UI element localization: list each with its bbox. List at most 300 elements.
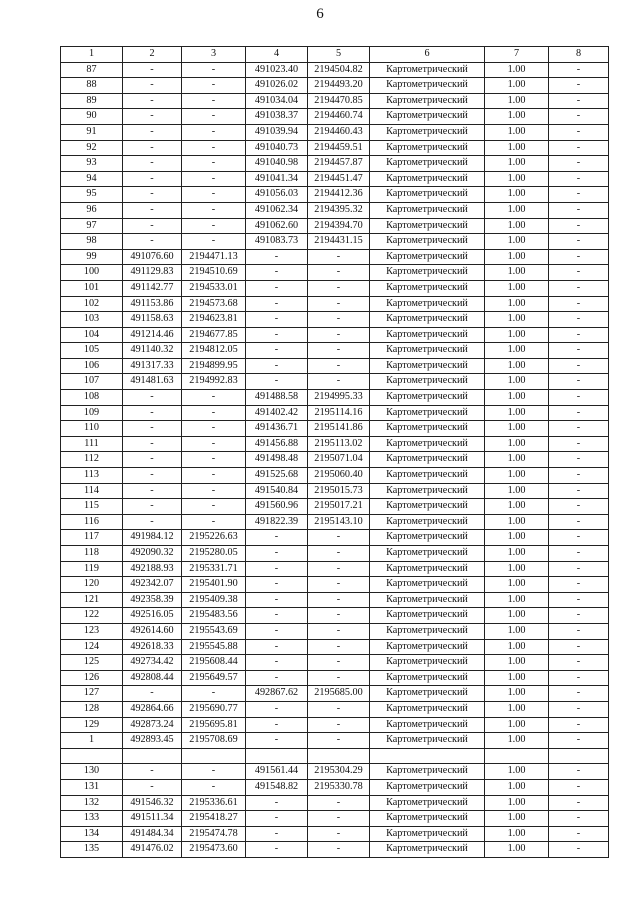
- table-row: [61, 405, 609, 421]
- table-cell: -: [549, 109, 609, 125]
- table-cell: -: [246, 280, 308, 296]
- table-cell: 491023.40: [246, 62, 308, 78]
- table-cell: Картометрический: [370, 717, 485, 733]
- table-cell: 1.00: [485, 156, 549, 172]
- table-cell: -: [123, 62, 182, 78]
- table-cell: -: [182, 234, 246, 250]
- table-cell: -: [123, 187, 182, 203]
- table-cell: 1.00: [485, 312, 549, 328]
- table-cell: -: [308, 296, 370, 312]
- table-cell: Картометрический: [370, 592, 485, 608]
- table-cell: 1.00: [485, 124, 549, 140]
- table-cell: -: [246, 265, 308, 281]
- table-cell: -: [549, 140, 609, 156]
- table-cell: Картометрический: [370, 561, 485, 577]
- table-cell: 96: [61, 202, 123, 218]
- table-cell: 2195473.60: [182, 842, 246, 858]
- table-cell: -: [123, 124, 182, 140]
- table-cell: -: [549, 514, 609, 530]
- table-cell: -: [549, 312, 609, 328]
- table-cell: 491488.58: [246, 390, 308, 406]
- table-cell: 114: [61, 483, 123, 499]
- table-cell: 2195226.63: [182, 530, 246, 546]
- table-cell: -: [123, 483, 182, 499]
- table-row: [61, 390, 609, 406]
- table-row: [61, 733, 609, 749]
- table-row: [61, 187, 609, 203]
- table-cell: 119: [61, 561, 123, 577]
- table-cell: -: [182, 436, 246, 452]
- table-cell: 491038.37: [246, 109, 308, 125]
- table-cell: 2194992.83: [182, 374, 246, 390]
- table-cell: -: [246, 670, 308, 686]
- table-cell: 1.00: [485, 327, 549, 343]
- table-cell: 128: [61, 701, 123, 717]
- table-cell: Картометрический: [370, 655, 485, 671]
- table-cell: -: [308, 811, 370, 827]
- table-row: [61, 436, 609, 452]
- table-row: [61, 577, 609, 593]
- table-cell: 115: [61, 499, 123, 515]
- table-row: [61, 249, 609, 265]
- table-cell: 2194812.05: [182, 343, 246, 359]
- table-row: [61, 280, 609, 296]
- table-cell: 118: [61, 546, 123, 562]
- table-row: [61, 202, 609, 218]
- table-cell: -: [123, 405, 182, 421]
- table-cell: Картометрический: [370, 733, 485, 749]
- table-cell: -: [123, 109, 182, 125]
- table-row: [61, 218, 609, 234]
- table-cell: 127: [61, 686, 123, 702]
- table-cell: -: [308, 280, 370, 296]
- table-cell: 491062.34: [246, 202, 308, 218]
- table-row: [61, 748, 609, 764]
- table-cell: -: [308, 265, 370, 281]
- table-row: [61, 343, 609, 359]
- table-cell: 110: [61, 421, 123, 437]
- table-cell: -: [308, 639, 370, 655]
- table-cell: 491129.83: [123, 265, 182, 281]
- table-cell: -: [246, 701, 308, 717]
- table-cell: 2195695.81: [182, 717, 246, 733]
- table-cell: -: [549, 483, 609, 499]
- table-cell: 1.00: [485, 78, 549, 94]
- table-cell: 2195401.90: [182, 577, 246, 593]
- table-cell: 1.00: [485, 436, 549, 452]
- table-cell: -: [123, 390, 182, 406]
- table-cell: -: [549, 62, 609, 78]
- table-cell: 1.00: [485, 655, 549, 671]
- table-cell: -: [308, 655, 370, 671]
- table-row: [61, 265, 609, 281]
- table-cell: 491546.32: [123, 795, 182, 811]
- table-cell: Картометрический: [370, 140, 485, 156]
- table-cell: Картометрический: [370, 249, 485, 265]
- table-cell: 2194504.82: [308, 62, 370, 78]
- table-cell: 1.00: [485, 779, 549, 795]
- table-cell: -: [182, 202, 246, 218]
- table-cell: 107: [61, 374, 123, 390]
- table-cell: -: [182, 483, 246, 499]
- table-cell: 90: [61, 109, 123, 125]
- table-cell: -: [308, 733, 370, 749]
- table-cell: -: [182, 779, 246, 795]
- table-cell: Картометрический: [370, 156, 485, 172]
- table-cell: -: [308, 312, 370, 328]
- table-cell: 2195015.73: [308, 483, 370, 499]
- table-cell: Картометрический: [370, 608, 485, 624]
- table-cell: 2194471.13: [182, 249, 246, 265]
- table-cell: -: [549, 717, 609, 733]
- table-row: [61, 701, 609, 717]
- table-cell: 2194460.43: [308, 124, 370, 140]
- table-cell: 122: [61, 608, 123, 624]
- table-cell: 2194493.20: [308, 78, 370, 94]
- table-row: [61, 78, 609, 94]
- table-cell: 2194510.69: [182, 265, 246, 281]
- table-cell: -: [246, 530, 308, 546]
- table-cell: 1.00: [485, 530, 549, 546]
- table-cell: Картометрический: [370, 405, 485, 421]
- table-cell: -: [182, 686, 246, 702]
- table-cell: Картометрический: [370, 779, 485, 795]
- table-cell: 2195331.71: [182, 561, 246, 577]
- table-cell: Картометрический: [370, 93, 485, 109]
- table-cell: -: [246, 623, 308, 639]
- table-cell: 103: [61, 312, 123, 328]
- table-cell: Картометрический: [370, 109, 485, 125]
- table-cell: 135: [61, 842, 123, 858]
- table-cell: 2194394.70: [308, 218, 370, 234]
- table-cell: -: [246, 249, 308, 265]
- table-cell: Картометрический: [370, 421, 485, 437]
- table-cell: -: [182, 218, 246, 234]
- table-cell: -: [549, 577, 609, 593]
- table-cell: -: [549, 826, 609, 842]
- table-cell: Картометрический: [370, 577, 485, 593]
- table-cell: 1.00: [485, 733, 549, 749]
- table-cell: 1.00: [485, 358, 549, 374]
- table-cell: -: [123, 140, 182, 156]
- table-row: [61, 468, 609, 484]
- table-cell: -: [549, 280, 609, 296]
- table-cell: -: [549, 795, 609, 811]
- table-cell: -: [182, 171, 246, 187]
- table-cell: 2195708.69: [182, 733, 246, 749]
- table-row: [61, 109, 609, 125]
- table-cell: 491560.96: [246, 499, 308, 515]
- table-cell: -: [123, 779, 182, 795]
- table-cell: -: [182, 93, 246, 109]
- table-cell: -: [308, 795, 370, 811]
- table-cell: 1: [61, 733, 123, 749]
- table-cell: 492614.60: [123, 623, 182, 639]
- table-cell: 124: [61, 639, 123, 655]
- table-cell: Картометрический: [370, 296, 485, 312]
- table-cell: -: [549, 701, 609, 717]
- table-cell: -: [308, 343, 370, 359]
- table-row: [61, 452, 609, 468]
- table-cell: -: [246, 374, 308, 390]
- table-cell: 2195336.61: [182, 795, 246, 811]
- table-cell: Картометрический: [370, 218, 485, 234]
- table-cell: 2194459.51: [308, 140, 370, 156]
- table-cell: 2195304.29: [308, 764, 370, 780]
- table-cell: 491140.32: [123, 343, 182, 359]
- table-cell: -: [549, 686, 609, 702]
- table-cell: -: [308, 592, 370, 608]
- table-cell: 491498.48: [246, 452, 308, 468]
- table-row: [61, 670, 609, 686]
- table-cell: 1.00: [485, 701, 549, 717]
- table-cell: 1.00: [485, 405, 549, 421]
- table-cell: -: [549, 249, 609, 265]
- table-cell: -: [123, 171, 182, 187]
- table-cell: -: [182, 468, 246, 484]
- table-cell: Картометрический: [370, 623, 485, 639]
- table-cell: 1.00: [485, 140, 549, 156]
- table-row: [61, 561, 609, 577]
- table-cell: Картометрический: [370, 234, 485, 250]
- table-row: [61, 842, 609, 858]
- table-cell: -: [549, 530, 609, 546]
- table-cell: 2194460.74: [308, 109, 370, 125]
- table-cell: -: [182, 140, 246, 156]
- table-cell: 491481.63: [123, 374, 182, 390]
- table-cell: -: [123, 218, 182, 234]
- table-cell: Картометрический: [370, 452, 485, 468]
- table-cell: 492358.39: [123, 592, 182, 608]
- table-cell: Картометрический: [370, 390, 485, 406]
- table-row: [61, 124, 609, 140]
- table-cell: 102: [61, 296, 123, 312]
- table-cell: Картометрический: [370, 265, 485, 281]
- table-cell: 491822.39: [246, 514, 308, 530]
- table-cell: 1.00: [485, 265, 549, 281]
- table-cell: -: [123, 764, 182, 780]
- column-header: 3: [182, 47, 246, 63]
- table-cell: [246, 748, 308, 764]
- table-cell: 1.00: [485, 468, 549, 484]
- table-cell: -: [549, 779, 609, 795]
- table-cell: 2195608.44: [182, 655, 246, 671]
- table-cell: 491511.34: [123, 811, 182, 827]
- table-cell: 491317.33: [123, 358, 182, 374]
- table-cell: -: [549, 390, 609, 406]
- table-cell: -: [246, 655, 308, 671]
- table-cell: Картометрический: [370, 171, 485, 187]
- table-cell: Картометрический: [370, 343, 485, 359]
- table-cell: -: [123, 514, 182, 530]
- table-cell: 1.00: [485, 608, 549, 624]
- table-cell: Картометрический: [370, 811, 485, 827]
- table-cell: -: [182, 514, 246, 530]
- table-cell: 491214.46: [123, 327, 182, 343]
- table-cell: -: [123, 468, 182, 484]
- table-cell: -: [246, 561, 308, 577]
- table-cell: 491083.73: [246, 234, 308, 250]
- table-cell: 2195474.78: [182, 826, 246, 842]
- table-cell: 100: [61, 265, 123, 281]
- table-cell: 491076.60: [123, 249, 182, 265]
- table-row: [61, 140, 609, 156]
- table-cell: Картометрический: [370, 374, 485, 390]
- table-cell: Картометрический: [370, 546, 485, 562]
- table-cell: 109: [61, 405, 123, 421]
- table-cell: -: [246, 592, 308, 608]
- table-row: [61, 327, 609, 343]
- table-cell: -: [246, 296, 308, 312]
- table-cell: 1.00: [485, 842, 549, 858]
- table-cell: 492342.07: [123, 577, 182, 593]
- table-cell: 1.00: [485, 717, 549, 733]
- table-row: [61, 608, 609, 624]
- table-cell: -: [549, 733, 609, 749]
- table-row: [61, 483, 609, 499]
- table-cell: 492090.32: [123, 546, 182, 562]
- table-row: [61, 795, 609, 811]
- table-cell: -: [123, 234, 182, 250]
- table-cell: 98: [61, 234, 123, 250]
- table-cell: 104: [61, 327, 123, 343]
- table-cell: 2194899.95: [182, 358, 246, 374]
- table-cell: 2195280.05: [182, 546, 246, 562]
- table-cell: -: [549, 327, 609, 343]
- table-cell: 121: [61, 592, 123, 608]
- table-cell: -: [549, 265, 609, 281]
- table-cell: 1.00: [485, 623, 549, 639]
- table-cell: 491026.02: [246, 78, 308, 94]
- table-cell: 2195545.88: [182, 639, 246, 655]
- table-row: [61, 296, 609, 312]
- table-cell: -: [246, 312, 308, 328]
- table-cell: -: [246, 639, 308, 655]
- table-cell: -: [549, 202, 609, 218]
- column-header: 5: [308, 47, 370, 63]
- table-cell: 2195141.86: [308, 421, 370, 437]
- table-cell: -: [549, 452, 609, 468]
- table-cell: 2195114.16: [308, 405, 370, 421]
- table-cell: Картометрический: [370, 358, 485, 374]
- table-row: [61, 358, 609, 374]
- table-cell: -: [246, 811, 308, 827]
- table-cell: -: [308, 608, 370, 624]
- table-cell: [61, 748, 123, 764]
- table-cell: 111: [61, 436, 123, 452]
- table-cell: 1.00: [485, 670, 549, 686]
- table-cell: 2194470.85: [308, 93, 370, 109]
- page-number: 6: [316, 6, 324, 22]
- table-cell: Картометрический: [370, 78, 485, 94]
- table-cell: Картометрический: [370, 468, 485, 484]
- coordinates-table: [60, 46, 609, 858]
- table-row: [61, 421, 609, 437]
- table-cell: 492867.62: [246, 686, 308, 702]
- table-cell: 492734.42: [123, 655, 182, 671]
- table-row: [61, 826, 609, 842]
- table-cell: 2195690.77: [182, 701, 246, 717]
- table-cell: 91: [61, 124, 123, 140]
- table-cell: 125: [61, 655, 123, 671]
- table-cell: 97: [61, 218, 123, 234]
- table-cell: 1.00: [485, 452, 549, 468]
- table-cell: -: [123, 421, 182, 437]
- table-cell: 130: [61, 764, 123, 780]
- table-cell: 491158.63: [123, 312, 182, 328]
- table-cell: 491548.82: [246, 779, 308, 795]
- table-cell: Картометрический: [370, 280, 485, 296]
- table-cell: -: [182, 109, 246, 125]
- table-cell: 2194451.47: [308, 171, 370, 187]
- table-cell: 492618.33: [123, 639, 182, 655]
- table-cell: 113: [61, 468, 123, 484]
- table-cell: -: [549, 436, 609, 452]
- table-cell: 491984.12: [123, 530, 182, 546]
- table-cell: -: [308, 826, 370, 842]
- table-cell: 1.00: [485, 546, 549, 562]
- table-cell: -: [308, 577, 370, 593]
- table-cell: -: [549, 421, 609, 437]
- table-cell: Картометрический: [370, 764, 485, 780]
- table-cell: 1.00: [485, 202, 549, 218]
- table-cell: 492893.45: [123, 733, 182, 749]
- table-cell: 2195543.69: [182, 623, 246, 639]
- table-cell: 129: [61, 717, 123, 733]
- table-cell: 2195113.02: [308, 436, 370, 452]
- table-cell: -: [182, 499, 246, 515]
- table-cell: 491476.02: [123, 842, 182, 858]
- table-cell: Картометрический: [370, 312, 485, 328]
- table-cell: -: [123, 452, 182, 468]
- table-cell: -: [308, 327, 370, 343]
- table-cell: 2195685.00: [308, 686, 370, 702]
- table-cell: 492864.66: [123, 701, 182, 717]
- table-cell: -: [182, 124, 246, 140]
- table-row: [61, 764, 609, 780]
- table-cell: 2195418.27: [182, 811, 246, 827]
- table-cell: -: [549, 171, 609, 187]
- column-header: 4: [246, 47, 308, 63]
- table-cell: 492808.44: [123, 670, 182, 686]
- table-row: [61, 374, 609, 390]
- table-cell: 491561.44: [246, 764, 308, 780]
- table-cell: 1.00: [485, 296, 549, 312]
- table-cell: -: [549, 655, 609, 671]
- table-cell: 89: [61, 93, 123, 109]
- table-cell: [308, 748, 370, 764]
- table-row: [61, 686, 609, 702]
- table-cell: 133: [61, 811, 123, 827]
- table-cell: Картометрический: [370, 124, 485, 140]
- table-cell: [485, 748, 549, 764]
- table-cell: 99: [61, 249, 123, 265]
- table-cell: -: [308, 249, 370, 265]
- table-row: [61, 62, 609, 78]
- table-cell: -: [123, 436, 182, 452]
- table-cell: [370, 748, 485, 764]
- table-cell: 2194533.01: [182, 280, 246, 296]
- column-header: 7: [485, 47, 549, 63]
- table-cell: 1.00: [485, 218, 549, 234]
- table-cell: -: [549, 156, 609, 172]
- table-cell: 492873.24: [123, 717, 182, 733]
- table-cell: -: [182, 452, 246, 468]
- table-cell: [123, 748, 182, 764]
- table-cell: 1.00: [485, 499, 549, 515]
- table-cell: 105: [61, 343, 123, 359]
- table-cell: 1.00: [485, 374, 549, 390]
